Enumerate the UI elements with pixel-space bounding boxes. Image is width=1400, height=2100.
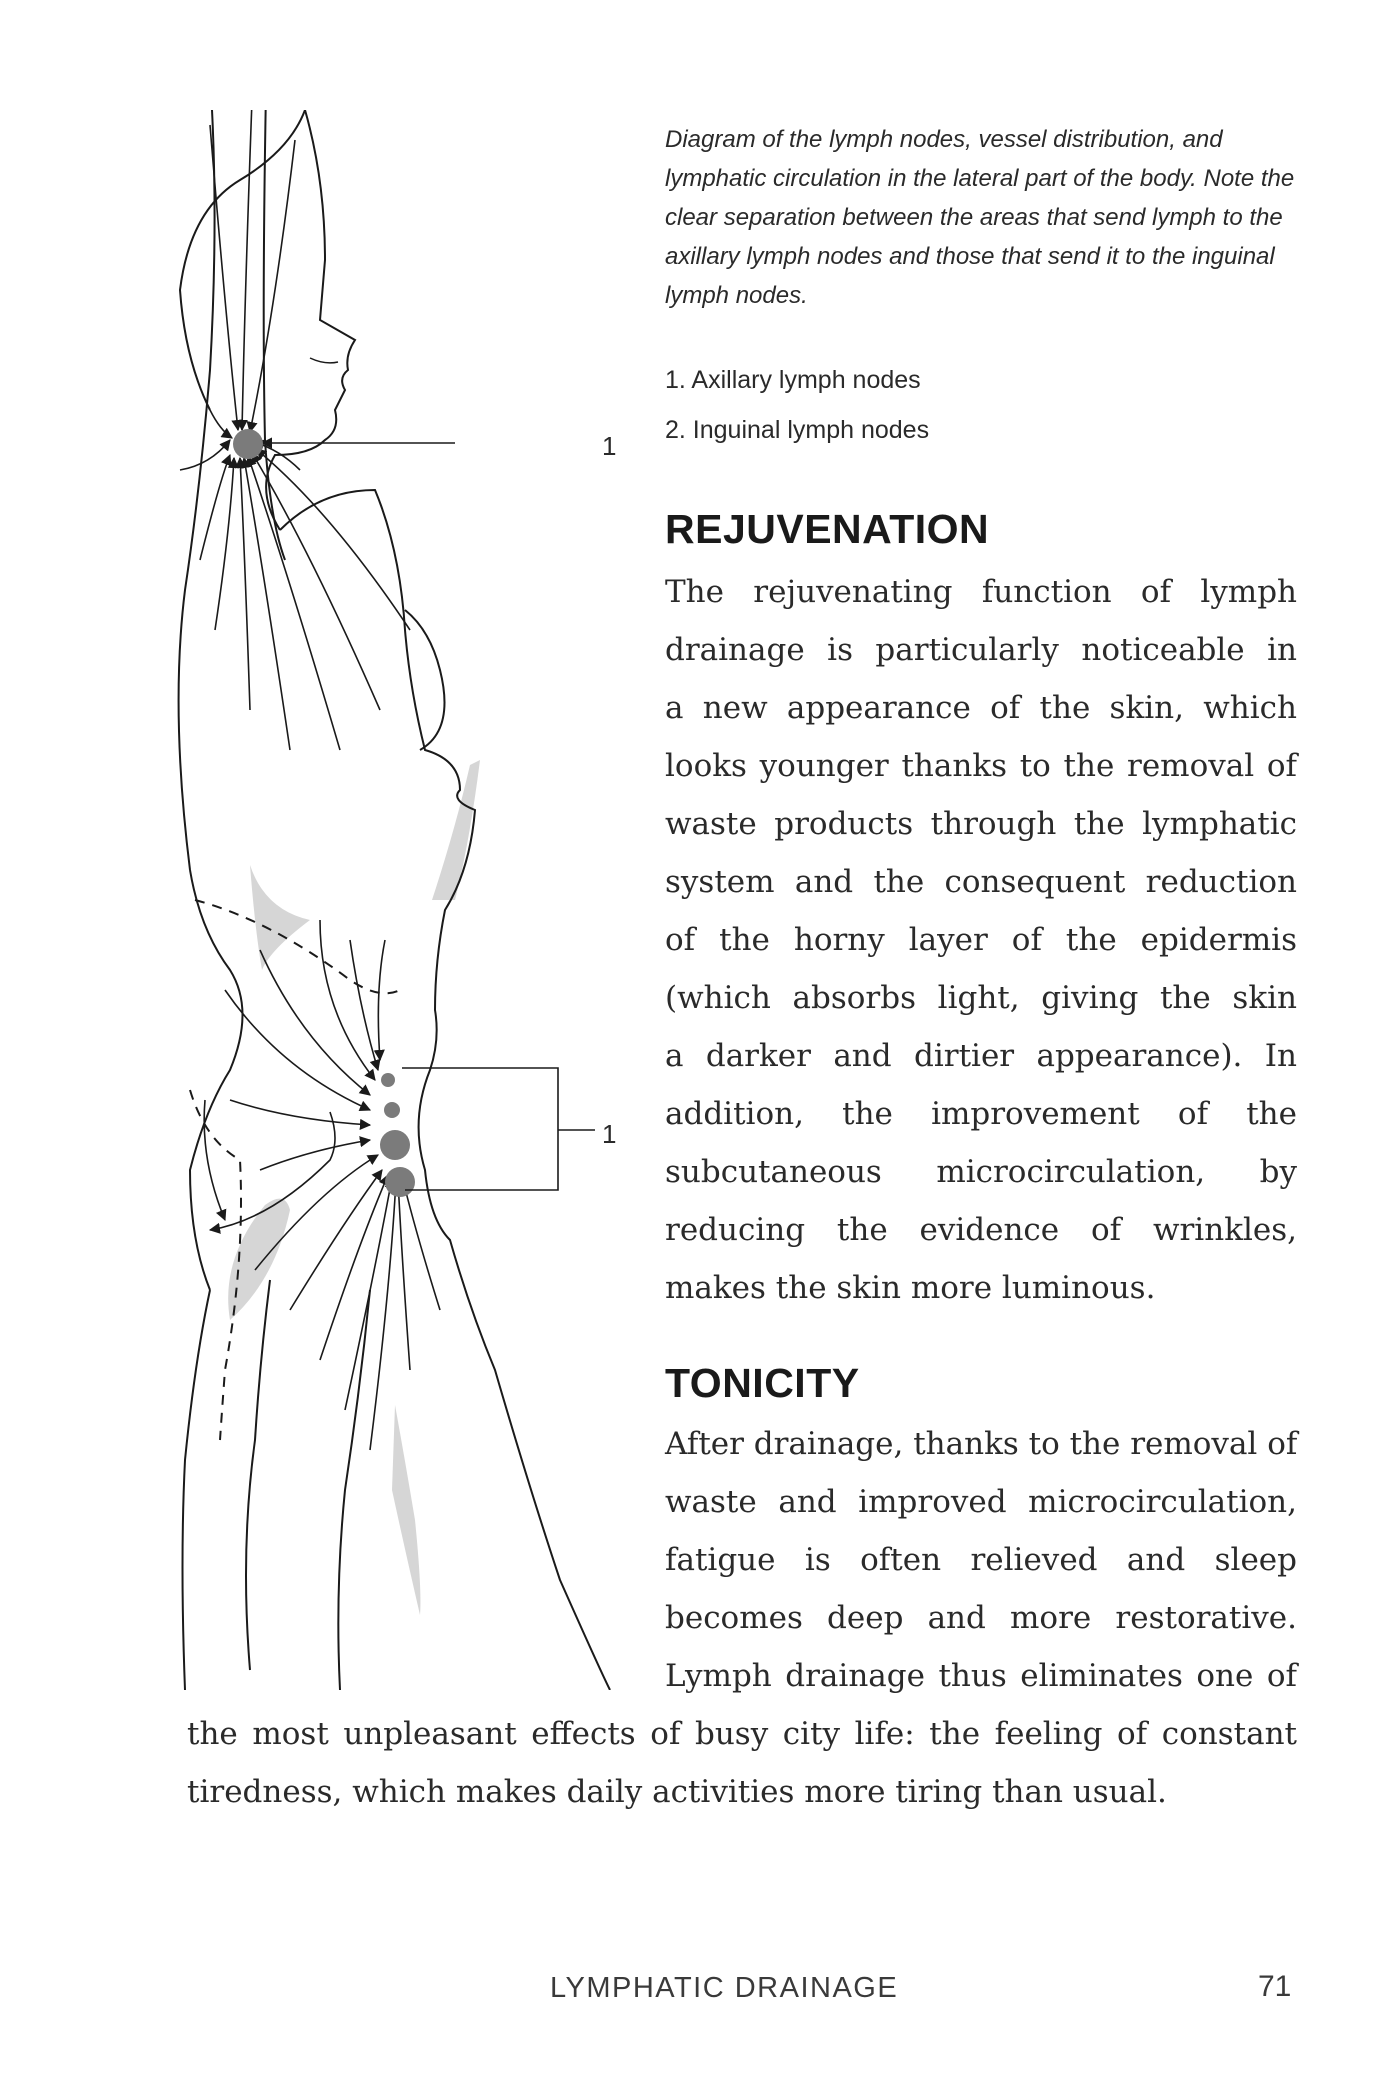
inguinal-node-3 bbox=[380, 1130, 410, 1160]
text-line: The rejuvenating function of lymph bbox=[665, 574, 1297, 610]
text-line: waste and improved microcirculation, bbox=[665, 1484, 1297, 1520]
section-heading-rejuvenation: REJUVENATION bbox=[665, 506, 990, 552]
text-line: Lymph drainage thus eliminates one of bbox=[665, 1658, 1297, 1694]
lips bbox=[310, 358, 338, 363]
callout-label-2: 1 bbox=[602, 1119, 617, 1149]
text-line: After drainage, thanks to the removal of bbox=[665, 1426, 1298, 1462]
section-heading-tonicity: TONICITY bbox=[665, 1360, 860, 1406]
legend-item: 2. Inguinal lymph nodes bbox=[665, 416, 930, 444]
arm-back-outline bbox=[179, 110, 215, 870]
shade-waist bbox=[250, 865, 310, 970]
legend-item: 1. Axillary lymph nodes bbox=[665, 366, 921, 394]
text-line: the most unpleasant effects of busy city life: the feeling of constant bbox=[187, 1716, 1297, 1752]
inguinal-nodes bbox=[380, 1073, 415, 1197]
text-line: drainage is particularly noticeable in bbox=[665, 632, 1297, 668]
watershed-lines bbox=[190, 900, 400, 1440]
text-line: system and the consequent reduction bbox=[665, 864, 1297, 900]
face-outline bbox=[266, 110, 355, 530]
figure-legend bbox=[665, 355, 1285, 455]
inguinal-node-2 bbox=[384, 1102, 400, 1118]
lymph-diagram bbox=[170, 110, 650, 1690]
text-line: tiredness, which makes daily activities more tiring than usual. bbox=[187, 1774, 1167, 1810]
text-line: becomes deep and more restorative. bbox=[665, 1600, 1297, 1636]
leg-mid-outline bbox=[246, 1280, 270, 1670]
text-line: waste products through the lymphatic bbox=[665, 806, 1297, 842]
text-line: a new appearance of the skin, which bbox=[665, 690, 1297, 726]
running-footer-title: LYMPHATIC DRAINAGE bbox=[550, 1972, 899, 2004]
back-leg-outline bbox=[183, 1290, 211, 1690]
text-line: subcutaneous microcirculation, by bbox=[665, 1154, 1297, 1190]
text-line: reducing the evidence of wrinkles, bbox=[665, 1212, 1297, 1248]
text-line: fatigue is often relieved and sleep bbox=[665, 1542, 1297, 1578]
text-line: of the horny layer of the epidermis bbox=[665, 922, 1297, 958]
inguinal-node-4 bbox=[385, 1167, 415, 1197]
figure-caption: Diagram of the lymph nodes, vessel distribution, and lymphatic circulation in the lateral part of the body. Note the clear separation between the areas that send lymph to the axillary lymph nodes and those that send it to the inguinal lymph nodes. bbox=[665, 126, 1295, 309]
front-leg-inner-outline bbox=[338, 1290, 370, 1690]
axillary-node bbox=[233, 429, 263, 459]
text-line: a darker and dirtier appearance). In bbox=[665, 1038, 1297, 1074]
watershed-waist bbox=[195, 900, 400, 993]
callout-label-1: 1 bbox=[602, 431, 617, 461]
shade-thigh bbox=[228, 1199, 290, 1320]
shade-knee bbox=[392, 1405, 420, 1615]
inguinal-node-1 bbox=[381, 1073, 395, 1087]
head-back-outline bbox=[180, 110, 305, 410]
shaded-regions bbox=[228, 760, 480, 1615]
text-line: addition, the improvement of the bbox=[665, 1096, 1297, 1132]
text-line: looks younger thanks to the removal of bbox=[665, 748, 1297, 784]
back-hip-outline bbox=[190, 870, 243, 1290]
page-number: 71 bbox=[1258, 1970, 1292, 2003]
front-body-outline bbox=[280, 490, 610, 1690]
text-line: (which absorbs light, giving the skin bbox=[665, 980, 1297, 1016]
text-line: makes the skin more luminous. bbox=[665, 1270, 1156, 1306]
